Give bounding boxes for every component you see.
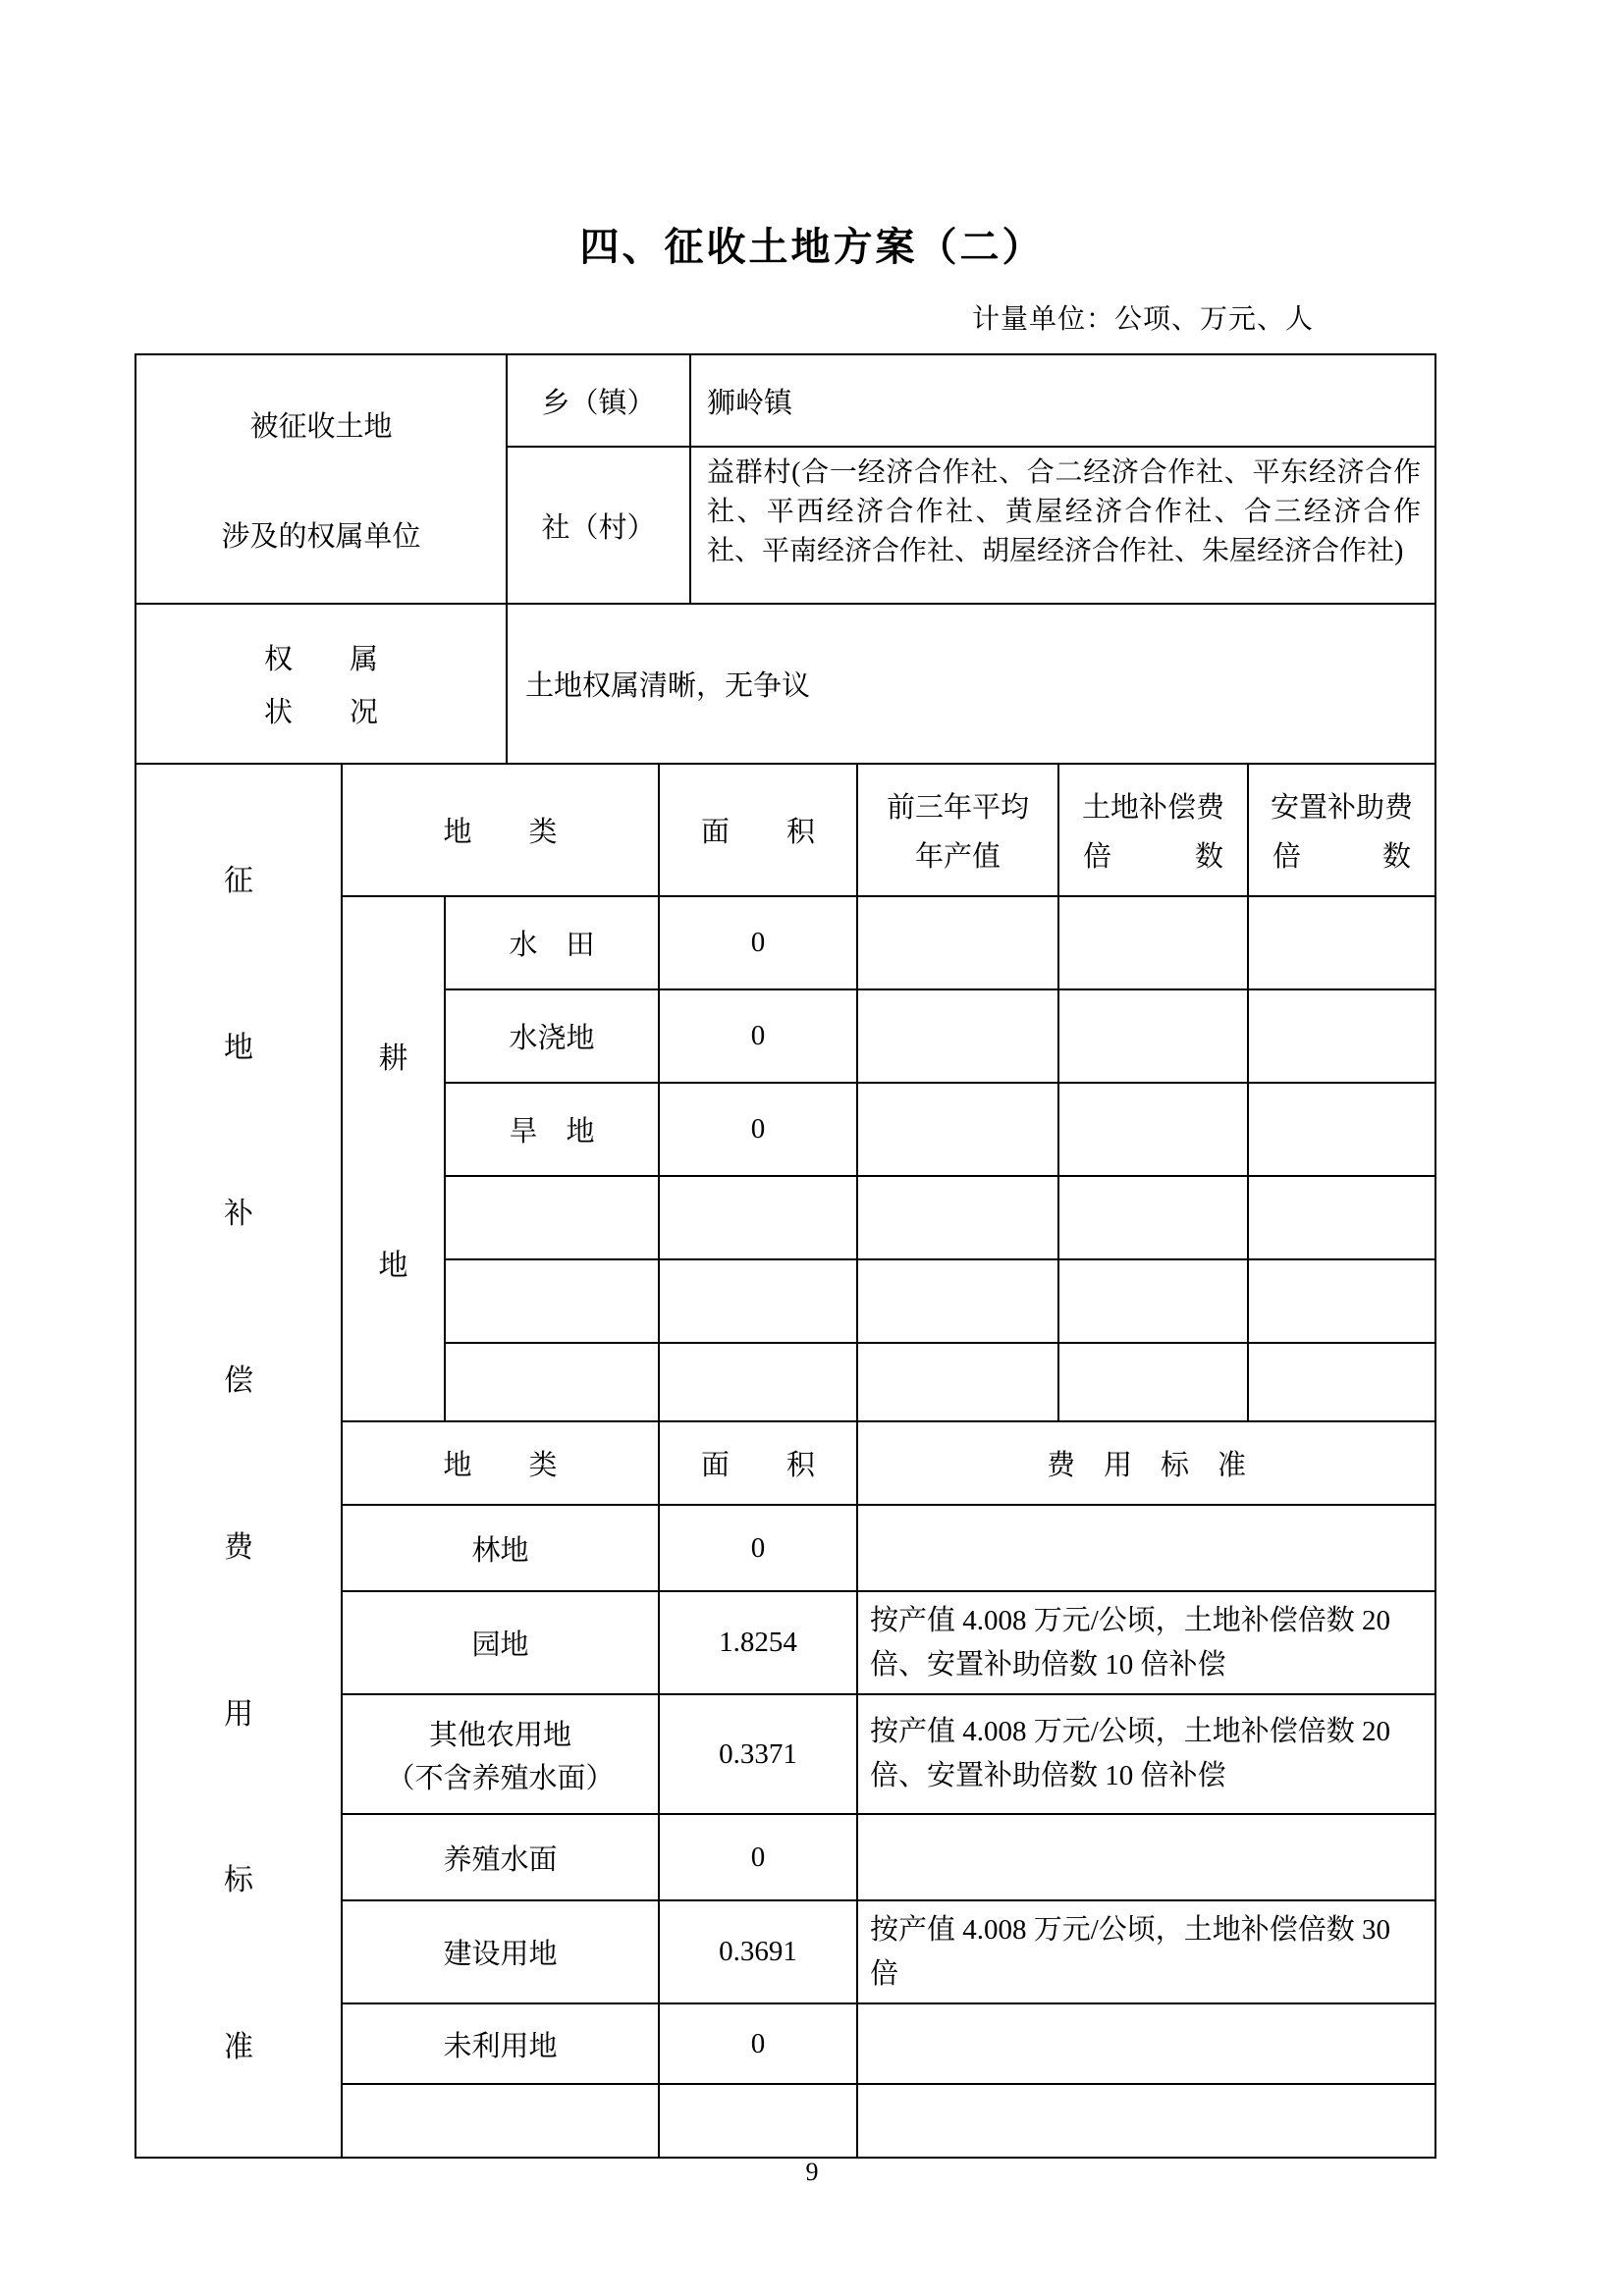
side-label-char: 标 [224, 1864, 253, 1897]
village-value-cell: 益群村(合一经济合作社、合二经济合作社、平东经济合作社、平西经济合作社、黄屋经济合作社、合三经济合作社、平南经济合作社、胡屋经济合作社、朱屋经济合作社) [689, 446, 1435, 603]
header-annual-output-line1: 前三年平均 [886, 791, 1029, 824]
row-label-garden: 园地 [341, 1590, 658, 1693]
header-land-comp-line2 [1059, 834, 1247, 875]
row-label-paddy: 水 田 [444, 895, 658, 988]
empty-row-area [658, 1258, 856, 1342]
empty-row-area [658, 1342, 856, 1420]
row-fee-unused [856, 2002, 1435, 2083]
header-land-comp-line1: 土地补偿费 [1081, 791, 1224, 824]
row-area-other-agricultural: 0.3371 [658, 1693, 856, 1813]
empty-row-fee [856, 2083, 1435, 2157]
empty-cell [1057, 1258, 1247, 1342]
empty-cell [1247, 1342, 1435, 1420]
header-annual-output [856, 763, 1057, 895]
row-area-garden: 1.8254 [658, 1590, 856, 1693]
other-agricultural-line1: 其他农用地 [428, 1719, 571, 1751]
row-area-unused: 0 [658, 2002, 856, 2083]
header-land-compensation-multiple [1057, 763, 1247, 895]
empty-cell [1057, 988, 1247, 1082]
row-fee-other-agricultural: 按产值 4.008 万元/公顷，土地补偿倍数 20 倍、安置补助倍数 10 倍补偿 [856, 1693, 1435, 1813]
row-fee-garden: 按产值 4.008 万元/公顷，土地补偿倍数 20 倍、安置补助倍数 10 倍补偿 [856, 1590, 1435, 1693]
measurement-unit-note: 计量单位：公项、万元、人 [972, 304, 1315, 335]
empty-row-label [444, 1175, 658, 1258]
row-label-aquaculture: 养殖水面 [341, 1813, 658, 1899]
header-land-comp-bei: 倍 [1083, 841, 1112, 874]
empty-cell [1057, 1175, 1247, 1258]
empty-cell [1247, 1175, 1435, 1258]
affected-units-label-cell [136, 355, 506, 603]
header-resettle-shu: 数 [1381, 841, 1411, 874]
affected-units-label-line1: 被征收土地 [249, 410, 393, 443]
header2-fee-standard: 费 用 标 准 [856, 1420, 1435, 1504]
township-value-cell: 狮岭镇 [689, 355, 1435, 446]
subcol-char-di: 地 [378, 1250, 408, 1283]
header-resettle-line1: 安置补助费 [1270, 791, 1413, 824]
row-area-construction: 0.3691 [658, 1899, 856, 2002]
empty-cell [1057, 1082, 1247, 1175]
row-label-unused: 未利用地 [341, 2002, 658, 2083]
header-land-comp-shu: 数 [1194, 841, 1223, 874]
ownership-status-section [136, 603, 1435, 763]
cultivated-land-subcolumn-cell [341, 895, 444, 1420]
village-label-cell: 社（村） [506, 446, 689, 603]
other-agricultural-line2: （不含养殖水面） [386, 1762, 615, 1794]
header-resettlement-multiple [1247, 763, 1435, 895]
ownership-status-value-cell: 土地权属清晰，无争议 [506, 603, 1435, 763]
side-label-char: 用 [224, 1697, 253, 1731]
header-resettle-bei: 倍 [1272, 841, 1302, 874]
side-label-char: 准 [224, 2031, 253, 2064]
row-fee-aquaculture [856, 1813, 1435, 1899]
empty-row-label [444, 1342, 658, 1420]
side-label-char: 补 [224, 1198, 253, 1231]
header2-land-type: 地 类 [341, 1420, 658, 1504]
empty-cell [1057, 895, 1247, 988]
empty-cell [856, 1342, 1057, 1420]
row-label-irrigated: 水浇地 [444, 988, 658, 1082]
empty-cell [856, 1082, 1057, 1175]
page-number: 9 [805, 2158, 819, 2186]
side-label-char: 地 [224, 1031, 253, 1064]
header-annual-output-line2: 年产值 [914, 841, 1001, 874]
row-area-forest: 0 [658, 1504, 856, 1590]
header-land-type: 地 类 [341, 763, 658, 895]
ownership-status-label-line2: 状 况 [263, 697, 378, 729]
row-fee-construction: 按产值 4.008 万元/公顷，土地补偿倍数 30 倍 [856, 1899, 1435, 2002]
empty-cell [1057, 1342, 1247, 1420]
empty-row-label [341, 2083, 658, 2157]
empty-cell [1247, 988, 1435, 1082]
empty-cell [856, 988, 1057, 1082]
side-label-char: 征 [224, 864, 253, 897]
empty-cell [1247, 1082, 1435, 1175]
row-fee-forest [856, 1504, 1435, 1590]
empty-cell [1247, 895, 1435, 988]
header-area: 面 积 [658, 763, 856, 895]
row-area-paddy: 0 [658, 895, 856, 988]
side-label-char: 偿 [224, 1364, 253, 1398]
empty-cell [856, 1258, 1057, 1342]
empty-cell [1247, 1258, 1435, 1342]
compensation-side-label-cell [136, 763, 341, 2157]
land-expropriation-table [135, 353, 1436, 2159]
row-label-construction: 建设用地 [341, 1899, 658, 2002]
row-label-other-agricultural [341, 1693, 658, 1813]
empty-cell [856, 895, 1057, 988]
page-title: 四、征收土地方案（二） [579, 225, 1045, 269]
row-area-irrigated: 0 [658, 988, 856, 1082]
row-label-dry: 旱 地 [444, 1082, 658, 1175]
header-resettle-line2 [1249, 834, 1435, 875]
empty-row-area [658, 1175, 856, 1258]
compensation-standard-section [136, 763, 1435, 2157]
row-area-aquaculture: 0 [658, 1813, 856, 1899]
ownership-status-label-cell [136, 603, 506, 763]
row-area-dry: 0 [658, 1082, 856, 1175]
header2-area: 面 积 [658, 1420, 856, 1504]
ownership-status-label-line1: 权 属 [263, 643, 378, 675]
affected-units-label-line2: 涉及的权属单位 [221, 520, 421, 553]
empty-row-area [658, 2083, 856, 2157]
township-label-cell: 乡（镇） [506, 355, 689, 446]
subcol-char-geng: 耕 [378, 1041, 408, 1075]
row-label-forest: 林地 [341, 1504, 658, 1590]
ownership-units-section [136, 355, 1435, 603]
empty-cell [856, 1175, 1057, 1258]
side-label-char: 费 [224, 1530, 253, 1564]
empty-row-label [444, 1258, 658, 1342]
